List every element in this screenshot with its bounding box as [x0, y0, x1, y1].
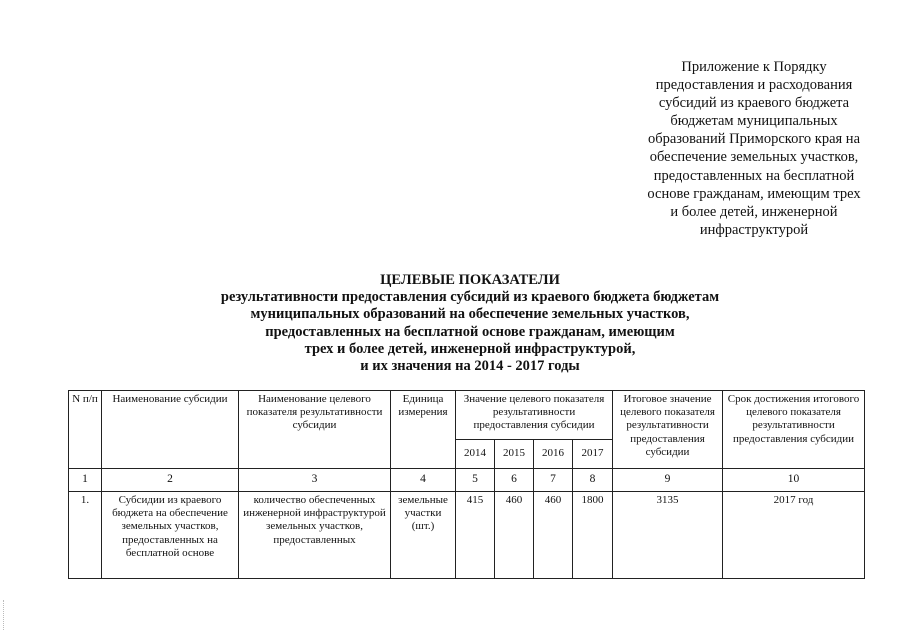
appendix-line: предоставленных на бесплатной	[653, 167, 855, 184]
header-year: 2015	[495, 440, 534, 469]
column-number-row	[69, 469, 865, 492]
header-num: N п/п	[69, 391, 102, 469]
column-number: 5	[456, 469, 495, 492]
header-year: 2016	[534, 440, 573, 469]
title-heading: ЦЕЛЕВЫЕ ПОКАЗАТЕЛИ	[380, 272, 560, 288]
column-number: 10	[723, 469, 865, 492]
appendix-line: бюджетам муниципальных	[670, 113, 838, 130]
header-unit: Единица измерения	[391, 391, 456, 469]
row-indicator-name: количество обеспеченных инженерной инфраструктурой земельных участков, предоставленных	[239, 492, 391, 579]
header-indicator-name: Наименование целевого показателя результативности субсидии	[239, 391, 391, 469]
row-deadline: 2017 год	[723, 492, 865, 579]
indicators-table	[68, 390, 865, 579]
header-row	[69, 391, 865, 440]
appendix-line: инфраструктурой	[699, 221, 809, 238]
row-value-2014: 415	[456, 492, 495, 579]
row-value-2017: 1800	[573, 492, 613, 579]
column-number: 6	[495, 469, 534, 492]
appendix-line: обеспечение земельных участков,	[649, 149, 859, 166]
title-line: муниципальных образований на обеспечение земельных участков,	[250, 306, 690, 323]
header-year: 2017	[573, 440, 613, 469]
title-line: трех и более детей, инженерной инфраструктурой,	[304, 340, 636, 357]
column-number: 8	[573, 469, 613, 492]
header-value-group: Значение целевого показателя результативности предоставления субсидии	[456, 391, 613, 440]
row-subsidy-name: Субсидии из краевого бюджета на обеспечение земельных участков, предоставленных на бесплатной основе	[102, 492, 239, 579]
document-title	[120, 272, 820, 375]
appendix-line: Приложение к Порядку	[681, 59, 827, 75]
column-number: 1	[69, 469, 102, 492]
row-value-2015: 460	[495, 492, 534, 579]
title-line: результативности предоставления субсидий из краевого бюджета бюджетам	[220, 289, 720, 306]
column-number: 2	[102, 469, 239, 492]
header-deadline: Срок достижения итогового целевого показателя результативности предоставления субсидии	[723, 391, 865, 469]
row-unit: земельные участки (шт.)	[391, 492, 456, 579]
row-total: 3135	[613, 492, 723, 579]
appendix-note	[623, 58, 885, 239]
header-subsidy-name: Наименование субсидии	[102, 391, 239, 469]
appendix-line: предоставления и расходования	[655, 77, 853, 94]
table-row	[69, 492, 865, 579]
header-total: Итоговое значение целевого показателя результативности предоставления субсидии	[613, 391, 723, 469]
row-num: 1.	[69, 492, 102, 579]
column-number: 4	[391, 469, 456, 492]
scan-artifact	[3, 600, 5, 630]
title-line: и их значения на 2014 - 2017 годы	[360, 358, 580, 375]
appendix-line: и более детей, инженерной	[670, 203, 838, 220]
appendix-line: основе гражданам, имеющим трех	[647, 185, 861, 202]
appendix-line: образований Приморского края на	[647, 131, 861, 148]
header-year: 2014	[456, 440, 495, 469]
row-value-2016: 460	[534, 492, 573, 579]
column-number: 7	[534, 469, 573, 492]
column-number: 3	[239, 469, 391, 492]
column-number: 9	[613, 469, 723, 492]
title-line: предоставленных на бесплатной основе гражданам, имеющим	[265, 323, 675, 340]
appendix-line: субсидий из краевого бюджета	[658, 95, 850, 112]
